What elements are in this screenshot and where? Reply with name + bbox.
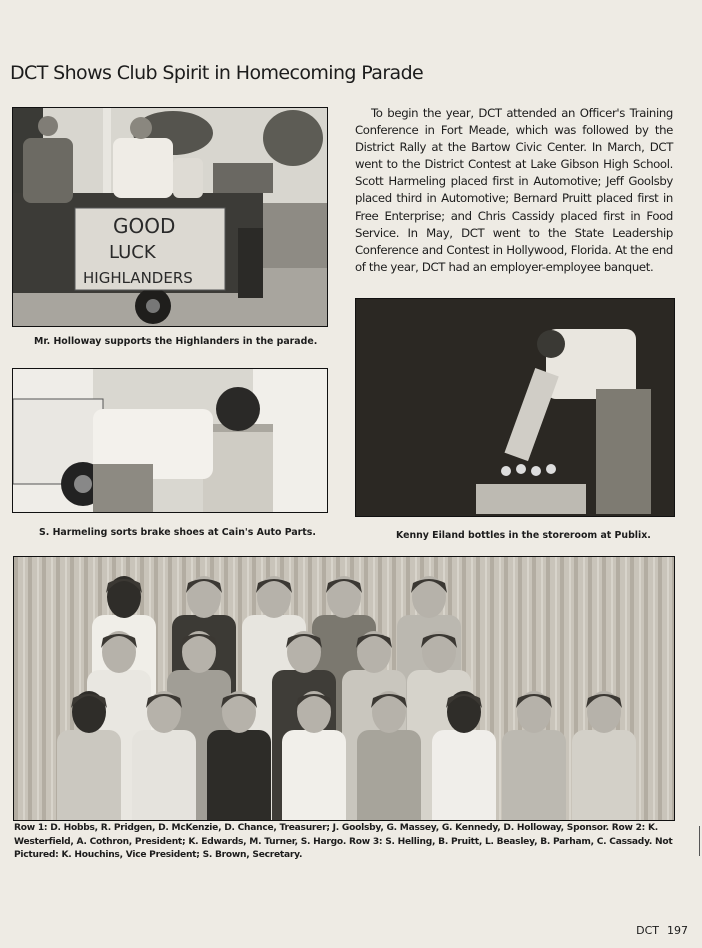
page-footer bbox=[628, 924, 688, 937]
sign-text-3: HIGHLANDERS bbox=[83, 269, 193, 287]
group-member-body bbox=[502, 730, 566, 820]
page-title: DCT Shows Club Spirit in Homecoming Parade bbox=[10, 62, 424, 84]
bottles-photo bbox=[355, 298, 675, 517]
group-member-body bbox=[132, 730, 196, 820]
group-member-body bbox=[357, 730, 421, 820]
member-roster: Row 1: D. Hobbs, R. Pridgen, D. McKenzie, D. Chance, Treasurer; J. Goolsby, G. Massey, G. Kennedy, D. Holloway, Sponsor. Row 2: K. Westerfield, A. Cothron, President; K. Edwards, M. Turner, S. Hargo. Row 3: S. Helling, B. Pruitt, L. Beasley, B. Parham, C. Cassady. Not Pictured: K. Houchins, Vice President; S. Brown, Secretary. bbox=[14, 823, 673, 861]
sign-text-2: LUCK bbox=[109, 242, 156, 263]
group-member-body bbox=[57, 730, 121, 820]
page-number: 197 bbox=[667, 924, 688, 937]
club-group-photo bbox=[13, 556, 675, 821]
group-member-body bbox=[572, 730, 636, 820]
footer-section: DCT bbox=[636, 924, 659, 937]
brake-shoes-photo bbox=[12, 368, 328, 513]
bottles-caption: Kenny Eiland bottles in the storeroom at Publix. bbox=[396, 530, 651, 541]
scan-edge-mark bbox=[699, 826, 700, 856]
brake-shoes-caption: S. Harmeling sorts brake shoes at Cain's Auto Parts. bbox=[39, 527, 316, 538]
group-member-body bbox=[432, 730, 496, 820]
article-body: To begin the year, DCT attended an Officer's Training Conference in Fort Meade, which was followed by the District Rally at the Bartow Civic Center. In March, DCT went to the District Contest at Lake Gibson High School. Scott Harmeling placed first in Automotive; Jeff Goolsby placed third in Automotive; Bernard Pruitt placed first in Free Enterprise; and Chris Cassidy placed first in Food Service. In May, DCT went to the State Leadership Conference and Contest in Hollywood, Florida. At the end of the year, DCT had an employer-employee banquet. bbox=[355, 106, 673, 274]
parade-caption: Mr. Holloway supports the Highlanders in the parade. bbox=[34, 336, 318, 347]
group-member-body bbox=[207, 730, 271, 820]
sign-text-1: GOOD bbox=[113, 214, 176, 238]
parade-photo bbox=[12, 107, 328, 327]
group-member-body bbox=[282, 730, 346, 820]
